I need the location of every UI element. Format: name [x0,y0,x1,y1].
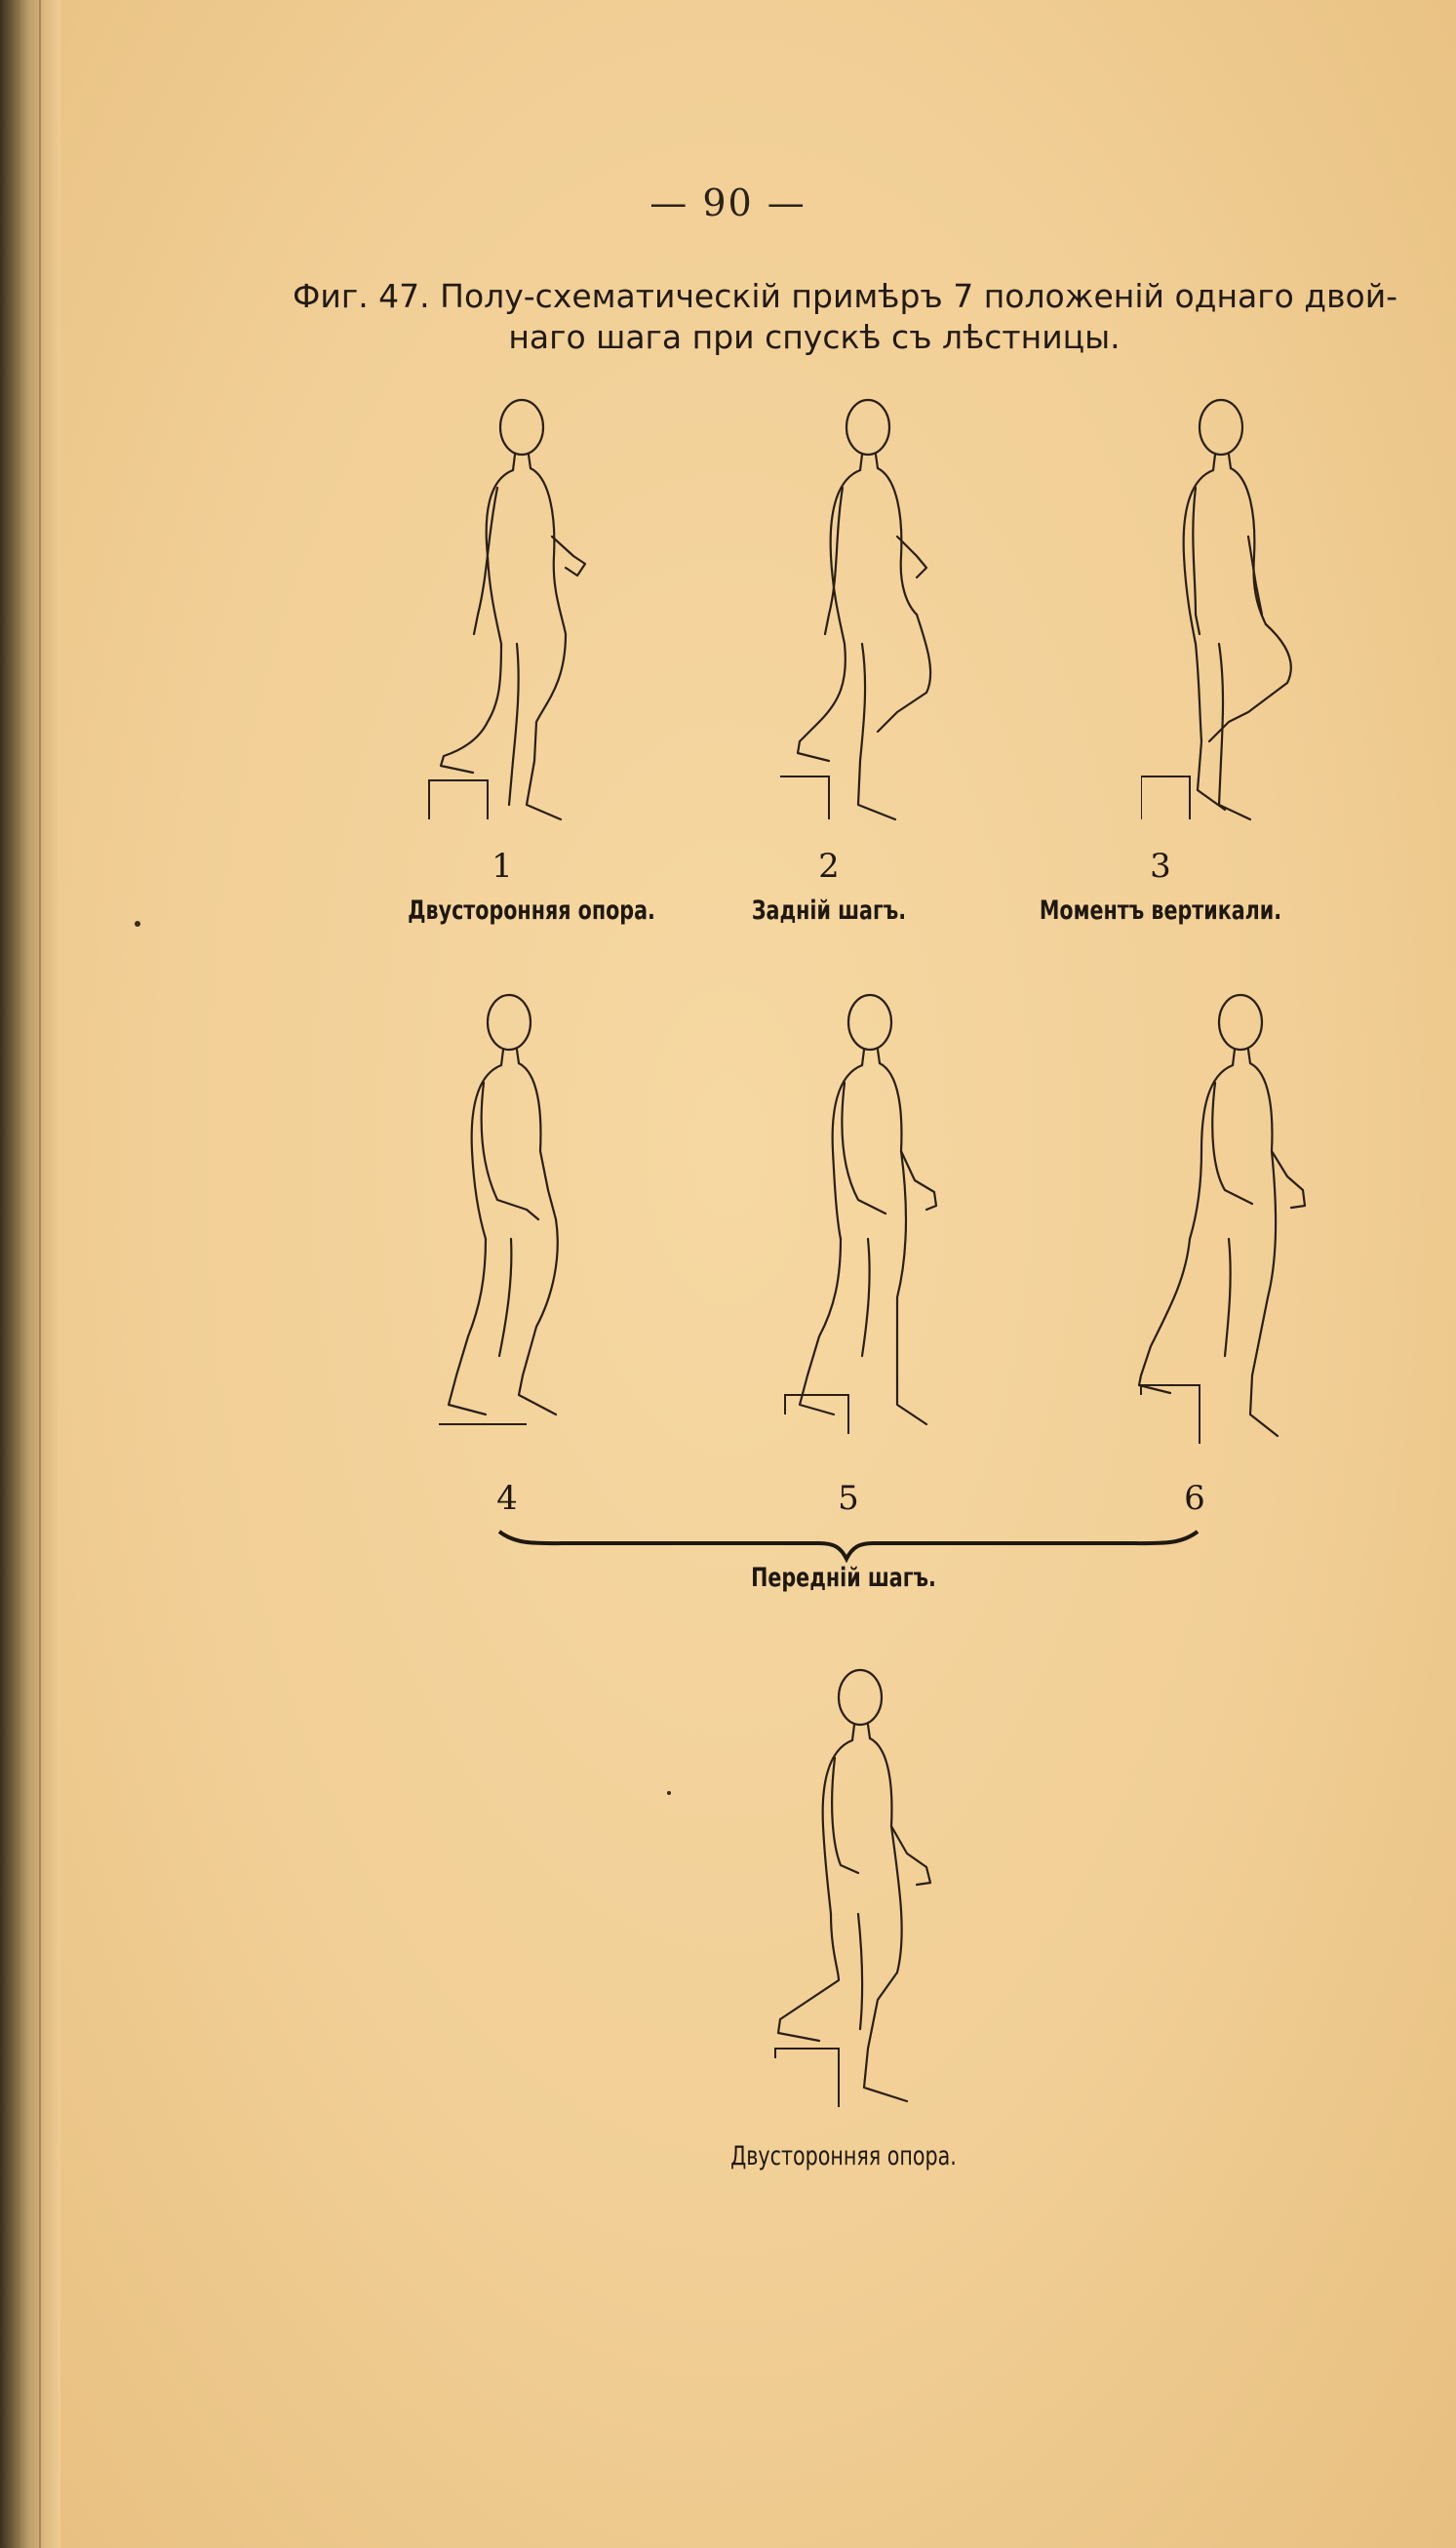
figure-label: Двусторонняя опора. [730,2141,957,2171]
ink-speck [135,921,140,927]
figure-number: 6 [1184,1479,1205,1518]
figure-label: Двусторонняя опора. [408,896,655,926]
figure-number: 1 [492,847,513,886]
figure-caption [293,276,1424,358]
walking-figure-3 [1141,390,1336,839]
walking-figure-6 [1131,985,1326,1453]
caption-line-1: Фиг. 47. Полу-схематическій примѣръ 7 положеній однаго двой- [293,277,1398,315]
figure-number: 2 [818,847,840,886]
walking-figure-7 [770,1658,965,2127]
page-number: — 90 — [649,181,807,224]
figure-number: 4 [496,1479,518,1518]
walking-figure-2 [780,390,975,839]
walking-figure-4 [429,985,624,1434]
group-label: Передній шагъ. [751,1563,936,1593]
grouping-brace [497,1524,1200,1563]
binding-edge [18,0,20,2548]
figure-number: 5 [838,1479,859,1518]
ink-speck [667,1791,671,1795]
figure-label: Моментъ вертикали. [1039,896,1282,926]
walking-figure-5 [780,985,975,1434]
book-binding [0,0,60,2548]
binding-edge [39,0,41,2548]
caption-line-2: наго шага при спускѣ съ лѣстницы. [508,318,1121,356]
walking-figure-1 [419,390,614,839]
figure-label: Задній шагъ. [751,896,907,926]
figure-number: 3 [1150,847,1171,886]
